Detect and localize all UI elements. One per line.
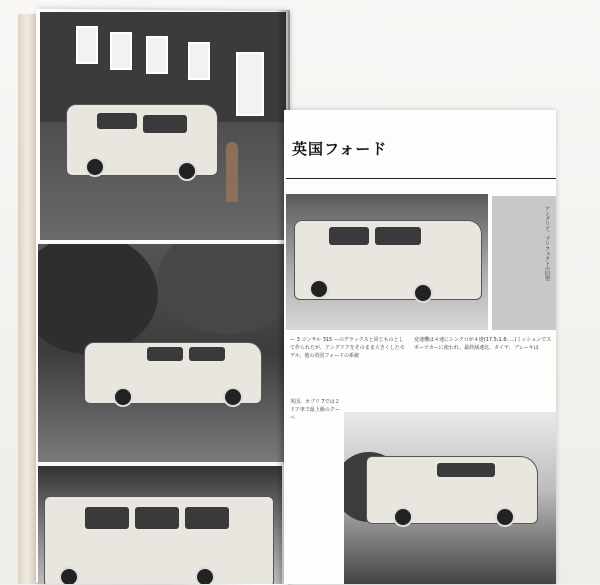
heading-rule	[286, 178, 556, 179]
car-window	[185, 507, 229, 529]
car-wheel	[309, 279, 329, 299]
photo-capri-coupe	[344, 412, 556, 584]
tree	[38, 244, 158, 354]
car-window	[375, 227, 421, 245]
body-text-column: 変速機は４速にシンクロが４速(17.5:1.6: ...)ミッションでスポーツカーに使われ、最終減速比、タイヤ、ブレーキは	[414, 337, 552, 351]
car-window	[437, 463, 495, 477]
car-wheel	[113, 387, 133, 407]
section-heading: 英国フォード	[292, 140, 388, 158]
car-wheel	[177, 161, 197, 181]
photo-consul-315	[286, 194, 488, 330]
woman-figure	[226, 142, 238, 202]
body-text-column: ー 3 コンサル 315 ーのデラックスと同じものとして作られたが、アングリアをそのまま大きくしたモデル。他の英国フォードの系統	[290, 337, 405, 359]
car-window	[143, 115, 187, 133]
car-wheel	[495, 507, 515, 527]
photo-car-with-woman	[40, 12, 286, 240]
car-wheel	[59, 567, 79, 584]
car-window	[97, 113, 137, 129]
car-estate	[44, 496, 274, 584]
car-consul-315	[294, 220, 482, 300]
car-window	[85, 507, 129, 529]
car-wheel	[85, 157, 105, 177]
body-text-column: 英国、カプリ 7では２ドア車で最上級のクーペ	[290, 399, 340, 421]
car-capri	[366, 456, 538, 524]
car-wheel	[195, 567, 215, 584]
house-window	[76, 26, 98, 64]
car-anglia-105e	[84, 342, 262, 404]
house-window	[146, 36, 168, 74]
car-wheel	[413, 283, 433, 303]
photo-car-trees	[38, 244, 284, 462]
car-wheel	[223, 387, 243, 407]
house-door	[236, 52, 264, 116]
car-window	[329, 227, 369, 245]
car-window	[135, 507, 179, 529]
car-wheel	[393, 507, 413, 527]
car-window	[189, 347, 225, 361]
car-window	[147, 347, 183, 361]
car-anglia-sedan	[66, 104, 218, 176]
house-window	[188, 42, 210, 80]
tree	[158, 244, 284, 334]
photo-estate-car	[38, 466, 282, 584]
house-window	[110, 32, 132, 70]
photo-caption: アングリア、プリフェクトの旧型	[544, 206, 550, 281]
